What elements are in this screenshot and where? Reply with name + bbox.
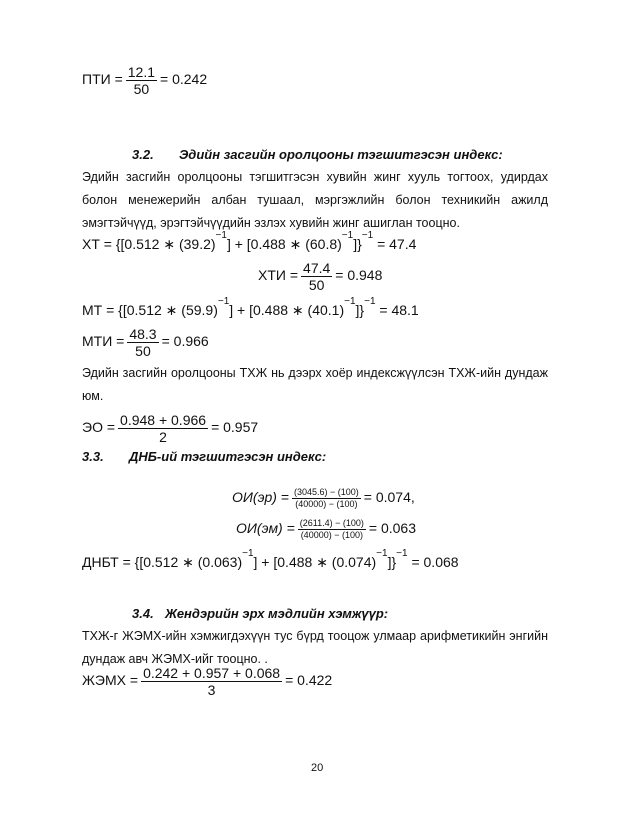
- eo-numerator: 0.948 + 0.966: [120, 412, 207, 428]
- jemh-lhs: ЖЭМХ =: [82, 672, 139, 689]
- dnbt-exp-3: −1: [396, 548, 408, 559]
- hti-lhs: ХТИ =: [258, 267, 299, 284]
- eo-fraction: [118, 412, 208, 445]
- dnbt-exp-2: −1: [376, 548, 388, 559]
- dnbt-part-1: ДНБТ = {[0.512 ∗ (0.063): [82, 554, 243, 570]
- mti-denominator: 50: [135, 343, 151, 359]
- dnbt-exp-1: −1: [242, 548, 254, 559]
- ht-rhs: = 47.4: [377, 236, 417, 252]
- mt-exp-1: −1: [217, 296, 230, 307]
- pti-rhs: = 0.242: [160, 71, 208, 88]
- section-title: Жендэрийн эрх мэдлийн хэмжүүр:: [164, 606, 389, 621]
- section-heading-3-2: [132, 147, 503, 162]
- pti-lhs: ПТИ =: [82, 71, 123, 88]
- section-heading-3-3: [82, 449, 326, 464]
- mt-exp-2: −1: [344, 296, 356, 307]
- page-number: 20: [311, 762, 324, 774]
- oi-er-fraction: [292, 487, 361, 510]
- eo-rhs: = 0.957: [211, 419, 259, 436]
- formula-hti: [258, 260, 382, 293]
- dnbt-part-3: ]}: [387, 554, 397, 570]
- section-heading-3-4: [132, 606, 388, 621]
- dnbt-rhs: = 0.068: [411, 554, 459, 570]
- jemh-numerator: 0.242 + 0.957 + 0.068: [143, 665, 281, 681]
- eo-denominator: 2: [159, 429, 167, 445]
- mti-numerator: 48.3: [129, 326, 157, 342]
- paragraph-economic-participation: Эдийн засгийн оролцооны тэгшитгэсэн хувийн жинг хууль тогтоох, удирдах болон менежерийн албан тушаал, мэргэжлийн болон техникийн ажилд эмэгтэйчүүд, эрэгтэйчүүдийн эзлэх хувийн жинг ашиглан тооцно.: [82, 170, 548, 230]
- oi-er-lhs: ОИ(эр) =: [232, 489, 289, 506]
- section-number: 3.3.: [82, 449, 104, 464]
- ht-part-3: ]}: [353, 236, 362, 252]
- dnbt-part-2: ] + [0.488 ∗ (0.074): [253, 554, 377, 570]
- oi-er-denominator: (40000) − (100): [295, 499, 358, 509]
- jemh-fraction: [141, 665, 282, 698]
- ht-part-2: ] + [0.488 ∗ (60.8): [226, 236, 342, 252]
- eo-lhs: ЭО =: [82, 419, 116, 436]
- pti-numerator: 12.1: [127, 64, 155, 80]
- oi-em-lhs: ОИ(эм) =: [236, 520, 295, 537]
- pti-denominator: 50: [133, 81, 150, 97]
- formula-eo: [82, 412, 258, 445]
- hti-rhs: = 0.948: [335, 267, 383, 284]
- oi-em-numerator: (2611.4) − (100): [299, 518, 364, 528]
- paragraph-average: Эдийн засгийн оролцооны ТХЖ нь дээрх хоёр индексжүүлсэн ТХЖ-ийн дундаж юм.: [82, 366, 548, 403]
- section-title: ДНБ-ий тэгшитгэсэн индекс:: [128, 449, 327, 464]
- jemh-rhs: = 0.422: [285, 672, 333, 689]
- hti-numerator: 47.4: [303, 260, 331, 276]
- mt-part-2: ] + [0.488 ∗ (40.1): [229, 302, 345, 318]
- hti-fraction: [301, 260, 332, 293]
- oi-em-fraction: [298, 518, 366, 541]
- oi-er-numerator: (3045.6) − (100): [293, 487, 359, 497]
- oi-er-rhs: = 0.074,: [363, 489, 415, 506]
- oi-em-rhs: = 0.063: [368, 520, 417, 537]
- ht-part-1: ХТ = {[0.512 ∗ (39.2): [82, 236, 216, 252]
- mti-fraction: [127, 326, 158, 359]
- hti-denominator: 50: [308, 277, 325, 293]
- formula-ht: [82, 230, 417, 253]
- formula-pti: [82, 64, 207, 97]
- formula-jemh: [82, 665, 332, 698]
- formula-oi-em: [236, 518, 416, 541]
- formula-dnbt: [82, 548, 459, 571]
- ht-exp-3: −1: [361, 230, 374, 241]
- formula-mti: [82, 326, 209, 359]
- mt-part-3: ]}: [355, 302, 365, 318]
- mti-lhs: МТИ =: [82, 333, 125, 350]
- mt-rhs: = 48.1: [379, 302, 419, 318]
- mt-part-1: МТ = {[0.512 ∗ (59.9): [82, 302, 218, 318]
- ht-exp-2: −1: [341, 230, 354, 241]
- section-title: Эдийн засгийн оролцооны тэгшитгэсэн индекс:: [178, 147, 503, 162]
- pti-fraction: [126, 64, 157, 97]
- paragraph-gem: ТХЖ-г ЖЭМХ-ийн хэмжигдэхүүн тус бүрд тооцож улмаар арифметикийн энгийн дундаж авч ЖЭМХ-ийг тооцно. .: [82, 629, 548, 666]
- section-number: 3.2.: [132, 147, 154, 162]
- formula-mt: [82, 296, 419, 319]
- oi-em-denominator: (40000) − (100): [300, 530, 363, 540]
- mti-rhs: = 0.966: [161, 333, 209, 350]
- mt-exp-3: −1: [364, 296, 376, 307]
- section-number: 3.4.: [132, 606, 154, 621]
- formula-oi-er: [232, 487, 415, 510]
- ht-exp-1: −1: [215, 230, 227, 241]
- jemh-denominator: 3: [207, 682, 216, 698]
